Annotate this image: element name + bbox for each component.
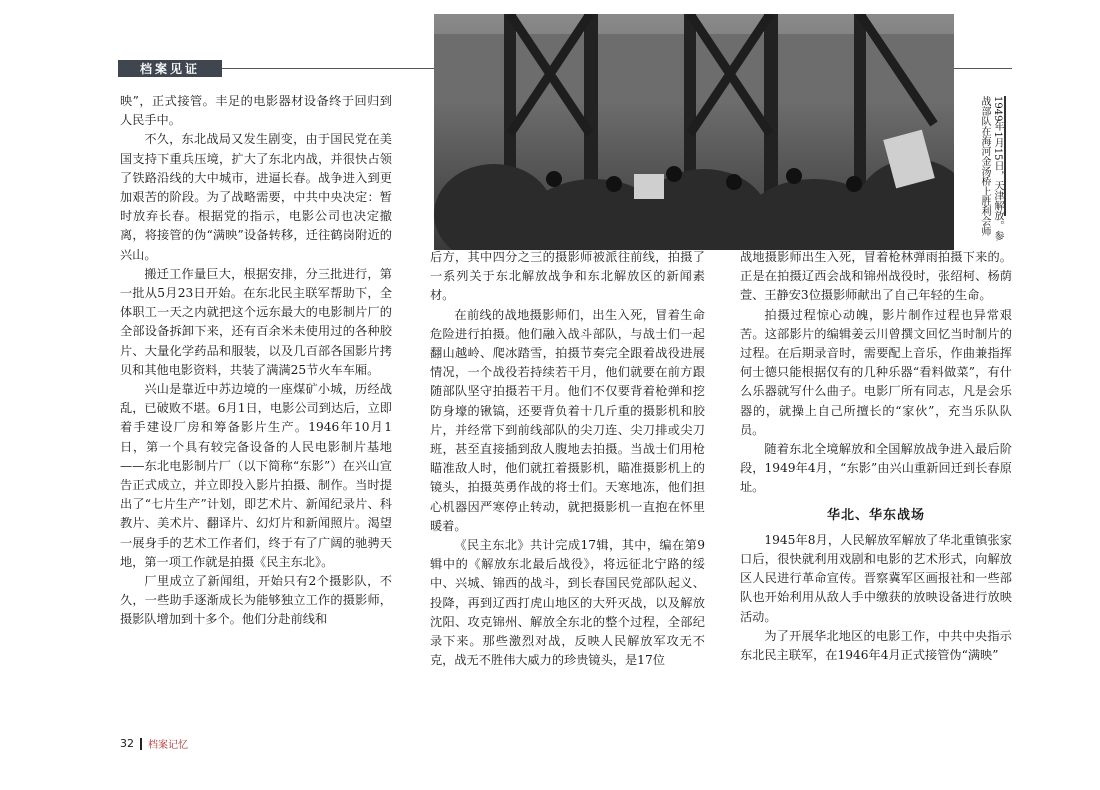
bridge-crowd-photo-illustration bbox=[434, 14, 954, 250]
paragraph: 不久，东北战局又发生剧变，由于国民党在美国支持下重兵压境，扩大了东北内战，并很快占领了铁路沿线的大中城市，进逼长春。战争进入到更加艰苦的阶段。为了战略需要，中共中央决定：暂时放弃长春。根据党的指示，电影公司也决定撤离，将接管的伪“满映”设备转移，迁往鹤岗附近的兴山。 bbox=[120, 132, 392, 262]
article-column-1 bbox=[120, 92, 392, 630]
historical-photo bbox=[434, 14, 954, 250]
section-tag: 档案见证 bbox=[118, 60, 222, 77]
photo-caption: 1949年1月15日，天津解放。参战部队在海河金汤桥上胜利会师 bbox=[979, 96, 1003, 241]
page-number: 32 bbox=[120, 737, 134, 750]
caption-rule bbox=[1004, 96, 1006, 216]
paragraph: 在前线的战地摄影师们，出生入死，冒着生命危险进行拍摄。他们融入战斗部队，与战士们一起翻山越岭、爬冰踏雪，拍摄节奏完全跟着战役进展情况，一个战役若持续若干月，他们就要在前方跟随部队坚守拍摄若干月。他们不仅要背着枪弹和挖防身壕的锹镐，还要背负着十几斤重的摄影机和胶片，并经常下到前线部队的尖刀连、尖刀排或尖刀班，甚至直接插到敌人腹地去拍摄。当战士们用枪瞄准敌人时，他们就扛着摄影机，瞄准摄影机上的镜头，拍摄英勇作战的将士们。天寒地冻，他们担心机器因严寒停止转动，就把摄影机一直抱在怀里暖着。 bbox=[430, 307, 705, 533]
section-heading: 华北、华东战场 bbox=[826, 507, 925, 523]
paragraph: 《民主东北》共计完成17辑，其中，编在第9辑中的《解放东北最后战役》，将远征北宁路的绥中、兴城、锦西的战斗，到长春国民党部队起义、投降，再到辽西打虎山地区的大歼灭战，以及解放沈阳、攻克锦州、解放全东北的整个过程，全部纪录下来。那些激烈对战，反映人民解放军攻无不克，战无不胜伟大威力的珍贵镜头，是17位 bbox=[430, 538, 705, 668]
paragraph: 厂里成立了新闻组，开始只有2个摄影队，不久，一些助手逐渐成长为能够独立工作的摄影师，摄影队增加到十多个。他们分赴前线和 bbox=[120, 574, 392, 627]
paragraph: 战地摄影师出生入死，冒着枪林弹雨拍摄下来的。正是在拍摄辽西会战和锦州战役时，张绍柯、杨荫萱、王静安3位摄影师献出了自己年轻的生命。 bbox=[740, 250, 1012, 303]
paragraph: 拍摄过程惊心动魄，影片制作过程也异常艰苦。这部影片的编辑姜云川曾撰文回忆当时制片的过程。在后期录音时，需要配上音乐，作曲兼指挥何士德只能根据仅有的几种乐器“看料做菜”，有什么乐器就写什么曲子。电影厂所有同志，凡是会乐器的，就操上自己所擅长的“家伙”，充当乐队队员。 bbox=[740, 307, 1012, 437]
article-column-3 bbox=[740, 248, 1012, 665]
paragraph: 后方，其中四分之三的摄影师被派往前线，拍摄了一系列关于东北解放战争和东北解放区的新闻素材。 bbox=[430, 250, 705, 303]
paragraph: 搬迁工作量巨大，根据安排，分三批进行，第一批从5月23日开始。在东北民主联军帮助下，全体职工一天之内就把这个远东最大的电影制片厂的全部设备拆卸下来，还有百余米未使用过的各种胶片、大量化学药品和服装，以及几百部各国影片拷贝和其他电影资料，共装了满满25节火车车厢。 bbox=[120, 266, 392, 377]
paragraph: 为了开展华北地区的电影工作，中共中央指示东北民主联军，在1946年4月正式接管伪“满映” bbox=[740, 628, 1012, 663]
paragraph: 1945年8月，人民解放军解放了华北重镇张家口后，很快就利用戏剧和电影的艺术形式，向解放区人民进行革命宣传。晋察冀军区画报社和一些部队也开始利用从敌人手中缴获的放映设备进行放映活动。 bbox=[740, 532, 1012, 624]
paragraph: 映”，正式接管。丰足的电影器材设备终于回归到人民手中。 bbox=[120, 94, 392, 128]
magazine-name: 档案记忆 bbox=[148, 740, 188, 751]
paragraph: 兴山是靠近中苏边境的一座煤矿小城，历经战乱，已破败不堪。6月1日，电影公司到达后，立即着手建设厂房和筹备影片生产。1946年10月1日，第一个具有较完备设备的人民电影制片基地——东北电影制片厂（以下简称“东影”）在兴山宣告正式成立，并立即投入影片拍摄、制作。当时提出了“七片生产”计划，即艺术片、新闻纪录片、科教片、美术片、翻译片、幻灯片和新闻照片。渴望一展身手的艺术工作者们，终于有了广阔的驰骋天地，第一项工作就是拍摄《民主东北》。 bbox=[120, 382, 392, 569]
paragraph: 随着东北全境解放和全国解放战争进入最后阶段，1949年4月，“东影”由兴山重新回迁到长春原址。 bbox=[740, 442, 1012, 495]
footer-divider bbox=[140, 738, 142, 750]
page-footer bbox=[120, 736, 188, 751]
article-column-2 bbox=[430, 248, 705, 670]
